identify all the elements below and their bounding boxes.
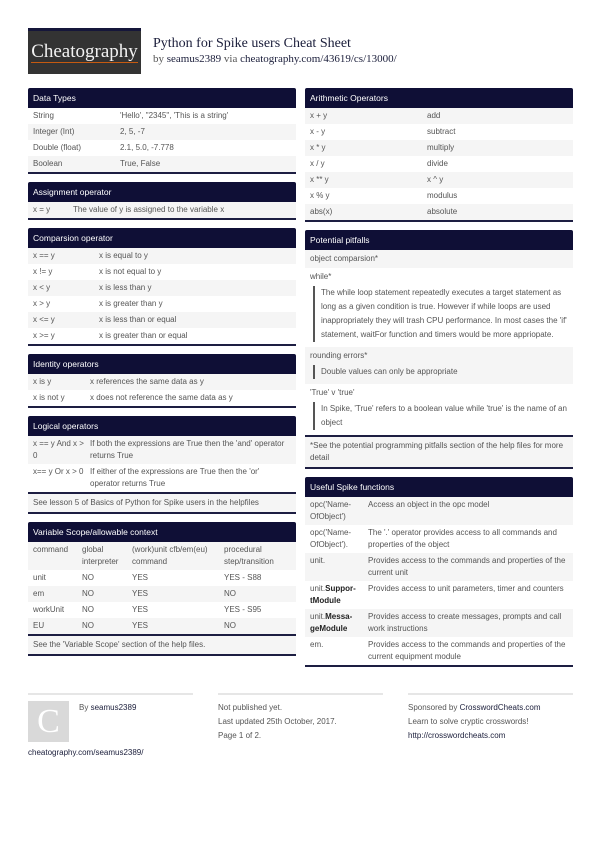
row-value: The '.' operator provides access to all commands and properties of the object <box>368 528 557 549</box>
sponsor-link[interactable]: CrosswordCheats.com <box>459 703 541 712</box>
section-header: Logical operators <box>28 416 296 436</box>
avatar[interactable]: C <box>28 701 69 742</box>
pitfalls-section <box>305 230 573 469</box>
row-value: The value of y is assigned to the variable x <box>73 205 225 214</box>
table-cell: NO <box>82 589 94 598</box>
table-row <box>305 140 573 156</box>
row-key <box>310 583 368 607</box>
sponsor-tagline: Learn to solve cryptic crosswords! <box>408 717 529 726</box>
table-row <box>28 618 296 634</box>
pitfall-description: In Spike, 'True' refers to a boolean value while 'true' is the name of an object <box>313 402 568 430</box>
key-prefix: unit. <box>310 612 326 621</box>
row-value: x is less than or equal <box>99 315 177 324</box>
pitfall-description: The while loop statement repeatedly executes a target statement as long as a given condition is true. However if while loops are used inappropriately they will trash CPU performance. In most cases the 'if' statement, waitFor function and timers would be more appriopate. <box>313 286 568 342</box>
data-types-section <box>28 88 296 174</box>
sheet-url-link[interactable]: cheatography.com/43619/cs/13000/ <box>240 53 397 65</box>
table-row <box>305 204 573 220</box>
author-link[interactable]: seamus2389 <box>90 703 137 712</box>
row-value: 2.1, 5.0, -7.778 <box>120 143 174 152</box>
row-value: If both the expressions are True then the 'and' operator returns True <box>90 439 285 460</box>
row-key: Boolean <box>33 159 63 168</box>
header <box>153 36 397 65</box>
table-row <box>28 570 296 586</box>
row-key: opc('Name-OfObject') <box>310 500 352 521</box>
row-key: x== y Or x > 0 <box>33 467 84 476</box>
section-note: See the 'Variable Scope' section of the help files. <box>28 634 296 654</box>
row-value: If either of the expressions are True then the 'or' operator returns True <box>90 467 260 488</box>
table-cell: unit <box>33 573 46 582</box>
table-row <box>305 124 573 140</box>
pitfall-item <box>305 250 573 268</box>
pitfall-label: 'True' v 'true' <box>310 388 355 397</box>
row-value: Provides access to unit parameters, timer and counters <box>368 584 564 593</box>
row-key: x is not y <box>33 393 65 402</box>
row-key: Integer (Int) <box>33 127 75 136</box>
row-key: String <box>33 111 54 120</box>
footer-author <box>28 693 193 760</box>
key-bold: Suppor-tModule <box>310 584 356 605</box>
row-value: x references the same data as y <box>90 377 204 386</box>
pitfall-item <box>305 268 573 347</box>
row-key: x != y <box>33 267 53 276</box>
table-row <box>28 140 296 156</box>
spike-functions-section <box>305 477 573 667</box>
row-value: x is greater than y <box>99 299 163 308</box>
table-row <box>305 553 573 581</box>
sponsor-line <box>408 701 573 715</box>
table-row <box>28 264 296 280</box>
table-row <box>28 602 296 618</box>
row-key: x is y <box>33 377 52 386</box>
arithmetic-section <box>305 88 573 222</box>
section-header: Data Types <box>28 88 296 108</box>
row-value: Access an object in the opc model <box>368 500 490 509</box>
table-row <box>305 156 573 172</box>
table-row <box>28 156 296 172</box>
table-cell: NO <box>82 573 94 582</box>
row-key <box>310 611 368 635</box>
row-key: x == y And x > 0 <box>33 439 84 460</box>
column-header: (work)unit cfb/em(eu) command <box>132 545 208 566</box>
column-header: global interpreter <box>82 545 119 566</box>
key-bold: Messa-geModule <box>310 612 353 633</box>
table-row <box>305 188 573 204</box>
identity-section <box>28 354 296 408</box>
table-cell: NO <box>82 621 94 630</box>
table-cell: NO <box>82 605 94 614</box>
page-number: Page 1 of 2. <box>218 731 262 740</box>
sponsor-prefix: Sponsored by <box>408 703 458 712</box>
variable-scope-section <box>28 522 296 656</box>
table-cell: NO <box>224 621 236 630</box>
row-value: x ^ y <box>427 175 444 184</box>
row-key: x = y <box>33 205 51 214</box>
section-note: See lesson 5 of Basics of Python for Spike users in the helpfiles <box>28 492 296 512</box>
left-column <box>28 88 296 664</box>
row-value: x is equal to y <box>99 251 148 260</box>
row-key: unit. <box>310 556 326 565</box>
row-value: add <box>427 111 441 120</box>
key-prefix: unit. <box>310 584 326 593</box>
byline <box>153 53 397 65</box>
sponsor-url-link[interactable]: http://crosswordcheats.com <box>408 731 506 740</box>
by-prefix: by <box>153 53 164 65</box>
logo-text: Cheatography <box>31 41 138 62</box>
table-cell: YES <box>132 605 149 614</box>
row-value: True, False <box>120 159 161 168</box>
table-row <box>28 312 296 328</box>
pitfall-description: Double values can only be appropriate <box>313 365 568 379</box>
row-value: x is not equal to y <box>99 267 162 276</box>
row-value: multiply <box>427 143 455 152</box>
by-label: By <box>79 703 89 712</box>
section-header: Potential pitfalls <box>305 230 573 250</box>
table-cell: workUnit <box>33 605 65 614</box>
logical-section <box>28 416 296 514</box>
row-value: x is less than y <box>99 283 152 292</box>
published-status: Not published yet. <box>218 703 283 712</box>
row-key: x / y <box>310 159 325 168</box>
row-key: abs(x) <box>310 207 333 216</box>
row-key: x ** y <box>310 175 329 184</box>
pitfall-label: rounding errors* <box>310 351 368 360</box>
section-note: *See the potential programming pitfalls section of the help files for more detail <box>305 435 573 467</box>
table-row <box>305 609 573 637</box>
row-key: em. <box>310 640 324 649</box>
pitfall-label: object comparsion* <box>310 254 379 263</box>
last-updated: Last updated 25th October, 2017. <box>218 717 337 726</box>
row-value: subtract <box>427 127 456 136</box>
table-cell: YES <box>132 589 149 598</box>
table-row <box>28 464 296 492</box>
profile-link[interactable]: cheatography.com/seamus2389/ <box>28 748 144 757</box>
table-row <box>305 525 573 553</box>
row-value: Provides access to the commands and properties of the current unit <box>368 556 566 577</box>
row-value: modulus <box>427 191 458 200</box>
row-value: 2, 5, -7 <box>120 127 145 136</box>
row-key: x - y <box>310 127 326 136</box>
table-header-row <box>28 542 296 570</box>
column-header: command <box>33 545 69 554</box>
pitfall-item <box>305 347 573 384</box>
row-value: Provides access to the commands and properties of the current equipment module <box>368 640 566 661</box>
table-row <box>28 390 296 406</box>
table-cell: NO <box>224 589 236 598</box>
section-header: Comparsion operator <box>28 228 296 248</box>
row-key: x > y <box>33 299 51 308</box>
table-row <box>28 280 296 296</box>
row-key: opc('Name-OfObject'). <box>310 528 352 549</box>
assignment-section <box>28 182 296 220</box>
page-title: Python for Spike users Cheat Sheet <box>153 36 351 51</box>
table-row <box>28 296 296 312</box>
row-key: x == y <box>33 251 55 260</box>
table-cell: YES <box>132 621 149 630</box>
row-value: x does not reference the same data as y <box>90 393 233 402</box>
table-row <box>28 202 296 218</box>
row-key: x >= y <box>33 331 55 340</box>
section-header: Arithmetic Operators <box>305 88 573 108</box>
table-row <box>28 328 296 344</box>
row-key: x * y <box>310 143 326 152</box>
table-row <box>28 108 296 124</box>
author-link[interactable]: seamus2389 <box>166 53 222 65</box>
pitfall-label: while* <box>310 272 332 281</box>
table-row <box>305 108 573 124</box>
table-cell: YES - S88 <box>224 573 262 582</box>
table-row <box>28 374 296 390</box>
table-cell: YES - S95 <box>224 605 262 614</box>
table-row <box>28 124 296 140</box>
table-cell: EU <box>33 621 45 630</box>
table-row <box>305 581 573 609</box>
row-key: x <= y <box>33 315 55 324</box>
right-column <box>305 88 573 675</box>
footer-sponsor <box>408 693 573 760</box>
column-header: procedural step/transition <box>224 545 274 566</box>
row-value: absolute <box>427 207 458 216</box>
section-header: Variable Scope/allowable context <box>28 522 296 542</box>
section-header: Assignment operator <box>28 182 296 202</box>
table-row <box>305 637 573 665</box>
row-key: x % y <box>310 191 330 200</box>
cheatography-logo[interactable] <box>28 28 141 74</box>
table-row <box>28 586 296 602</box>
pitfall-item <box>305 384 573 435</box>
row-value: 'Hello', "2345", 'This is a string' <box>120 111 229 120</box>
row-key: Double (float) <box>33 143 82 152</box>
table-row <box>28 248 296 264</box>
section-header: Useful Spike functions <box>305 477 573 497</box>
table-cell: em <box>33 589 45 598</box>
via-text: via <box>223 53 238 65</box>
table-row <box>28 436 296 464</box>
row-value: divide <box>427 159 448 168</box>
section-header: Identity operators <box>28 354 296 374</box>
footer <box>28 693 573 760</box>
table-row <box>305 497 573 525</box>
footer-status <box>218 693 383 760</box>
row-key: x < y <box>33 283 51 292</box>
row-value: Provides access to create messages, prompts and call work instructions <box>368 612 562 633</box>
row-key: x + y <box>310 111 328 120</box>
table-row <box>305 172 573 188</box>
row-value: x is greater than or equal <box>99 331 188 340</box>
comparison-section <box>28 228 296 346</box>
table-cell: YES <box>132 573 149 582</box>
